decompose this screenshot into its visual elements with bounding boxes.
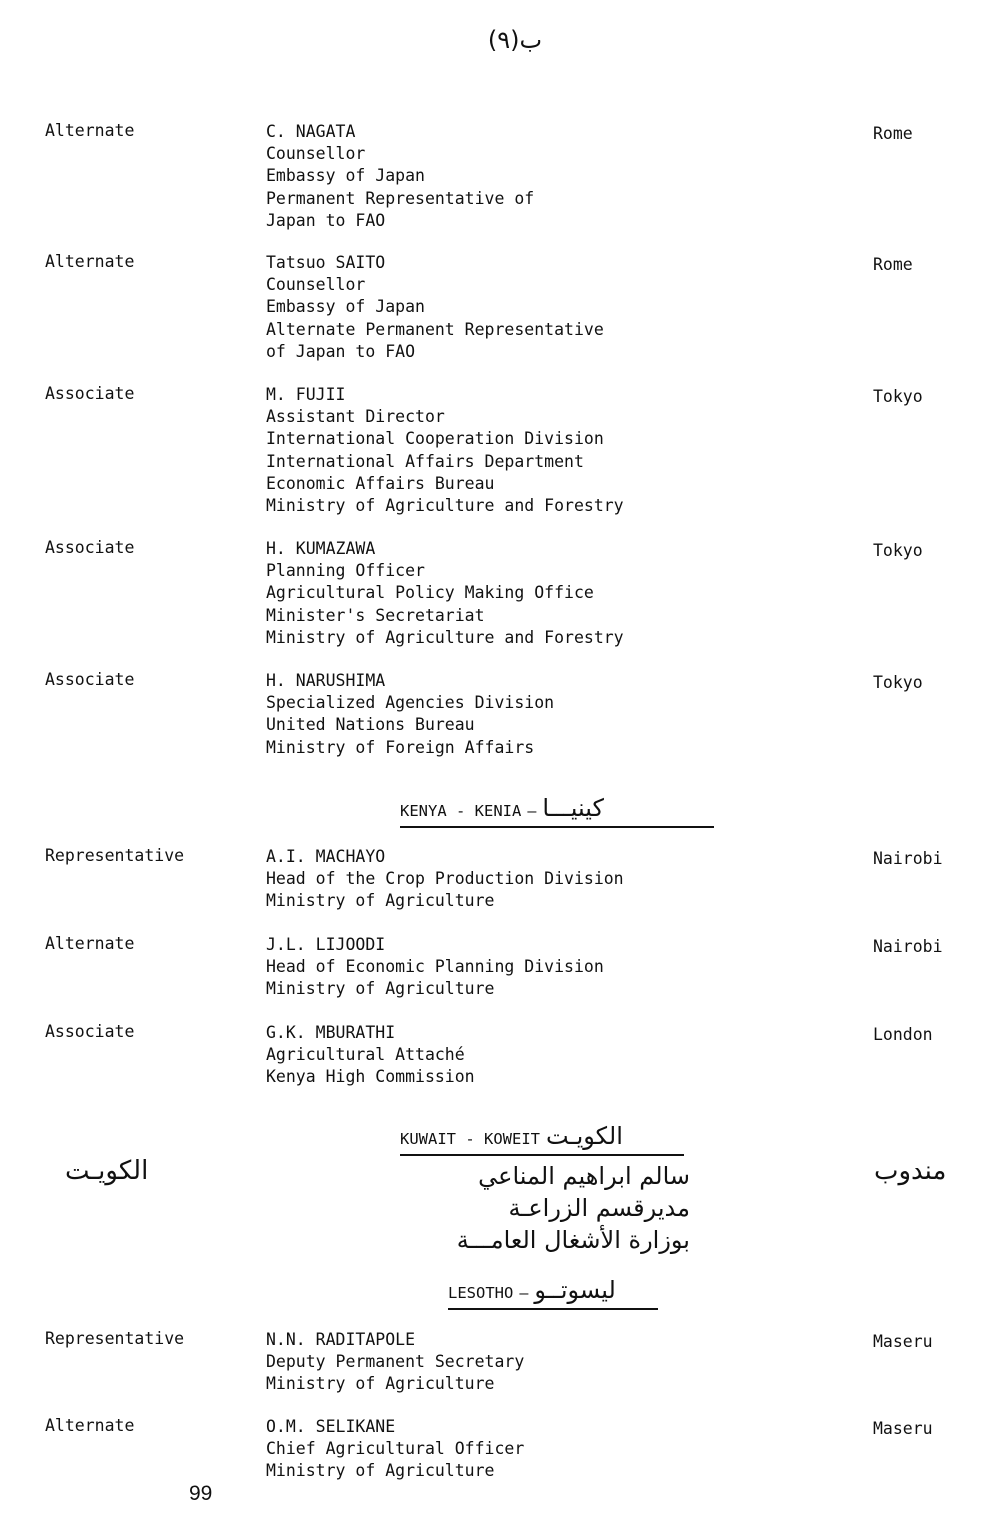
delegate-line: Permanent Representative of [266, 188, 535, 208]
delegate-name: H. NARUSHIMA [266, 671, 386, 690]
heading-dash: — [519, 1284, 529, 1302]
delegate-location: Nairobi [873, 849, 943, 868]
delegate-details [266, 384, 624, 517]
delegate-line: Deputy Permanent Secretary [266, 1352, 525, 1372]
delegate-role: Representative [45, 1329, 185, 1348]
delegate-location: Maseru [873, 1332, 933, 1351]
delegate-location: Nairobi [873, 937, 943, 956]
delegate-line: Alternate Permanent Representative [266, 319, 604, 339]
delegate-line: Specialized Agencies Division [266, 693, 555, 713]
delegate-role: Alternate [45, 252, 135, 271]
delegate-role: Associate [45, 538, 135, 557]
delegate-details [266, 1416, 524, 1483]
delegate-line: Ministry of Agriculture [266, 1461, 495, 1481]
heading-dash: — [527, 802, 537, 820]
delegate-location: Tokyo [873, 673, 923, 692]
delegate-details [266, 252, 604, 363]
country-heading-kenya [400, 794, 714, 828]
delegate-line: Ministry of Agriculture and Forestry [266, 627, 624, 647]
delegate-details [266, 846, 624, 913]
delegate-line: Ministry of Agriculture [266, 979, 495, 999]
delegate-line: Kenya High Commission [266, 1067, 475, 1087]
page-mark: ب(٩) [487, 26, 543, 54]
delegate-role: Associate [45, 1022, 135, 1041]
delegate-details [266, 1329, 524, 1396]
delegate-location: Maseru [873, 1419, 933, 1438]
delegate-line: Ministry of Agriculture and Forestry [266, 496, 624, 516]
delegate-role: Alternate [45, 1416, 135, 1435]
delegate-line: United Nations Bureau [266, 715, 475, 735]
delegate-line: Counsellor [266, 144, 366, 164]
country-heading-latin: LESOTHO [448, 1284, 514, 1302]
delegate-location: Tokyo [873, 387, 923, 406]
delegate-line: Planning Officer [266, 561, 425, 581]
delegate-role: Alternate [45, 121, 135, 140]
country-heading-latin: KUWAIT - KOWEIT [400, 1130, 540, 1148]
page-number: 99 [189, 1482, 213, 1505]
country-heading-arabic: ليسوتــو [534, 1276, 616, 1304]
delegate-line: Agricultural Attaché [266, 1045, 465, 1065]
delegate-name: C. NAGATA [266, 122, 356, 141]
country-heading-kuwait [400, 1122, 684, 1156]
delegate-role: Representative [45, 846, 185, 865]
delegate-name-arabic: سالم ابراهيم المناعي [478, 1162, 690, 1190]
delegate-name: Tatsuo SAITO [266, 253, 386, 272]
delegate-details [266, 121, 534, 232]
country-heading-lesotho [448, 1276, 658, 1310]
delegate-details [266, 538, 624, 649]
delegate-line-arabic: بوزارة الأشغال العامـــة [456, 1226, 690, 1254]
delegate-line: Minister's Secretariat [266, 605, 485, 625]
delegate-line: Head of the Crop Production Division [266, 869, 624, 889]
delegate-name: J.L. LIJOODI [266, 935, 386, 954]
delegate-line: International Affairs Department [266, 451, 584, 471]
delegate-location: Rome [873, 124, 913, 143]
delegate-line: Agricultural Policy Making Office [266, 583, 594, 603]
country-heading-arabic: كينيـــا [542, 794, 604, 822]
delegate-name: G.K. MBURATHI [266, 1023, 396, 1042]
delegate-line: Assistant Director [266, 407, 445, 427]
delegate-line: Ministry of Foreign Affairs [266, 737, 535, 757]
delegate-line: International Cooperation Division [266, 429, 604, 449]
delegate-name: A.I. MACHAYO [266, 847, 386, 866]
delegate-location: Rome [873, 255, 913, 274]
delegate-details [266, 1022, 475, 1089]
delegate-line: Counsellor [266, 275, 366, 295]
delegate-line: Ministry of Agriculture [266, 891, 495, 911]
delegate-details [266, 934, 604, 1001]
kuwait-delegate-arabic [400, 1160, 690, 1256]
delegate-role: Alternate [45, 934, 135, 953]
delegate-line: Embassy of Japan [266, 297, 425, 317]
country-heading-arabic: الكويـت [545, 1122, 623, 1150]
delegate-line-arabic: مديرقسم الزراعـة [508, 1194, 690, 1222]
delegate-line: of Japan to FAO [266, 341, 416, 361]
delegate-role: Associate [45, 384, 135, 403]
delegate-line: Chief Agricultural Officer [266, 1439, 525, 1459]
delegate-location: Tokyo [873, 541, 923, 560]
delegate-name: N.N. RADITAPOLE [266, 1330, 416, 1349]
delegate-name: M. FUJII [266, 385, 346, 404]
delegate-name: H. KUMAZAWA [266, 539, 376, 558]
delegate-line: Embassy of Japan [266, 166, 425, 186]
kuwait-role-arabic: مندوب [874, 1156, 947, 1186]
delegate-name: O.M. SELIKANE [266, 1417, 396, 1436]
delegate-details [266, 670, 554, 759]
delegate-line: Economic Affairs Bureau [266, 473, 495, 493]
delegate-line: Japan to FAO [266, 210, 386, 230]
delegate-location: London [873, 1025, 933, 1044]
delegate-line: Ministry of Agriculture [266, 1374, 495, 1394]
delegate-role: Associate [45, 670, 135, 689]
kuwait-country-arabic: الكويـت [65, 1156, 149, 1186]
delegate-line: Head of Economic Planning Division [266, 957, 604, 977]
country-heading-latin: KENYA - KENIA [400, 802, 522, 820]
